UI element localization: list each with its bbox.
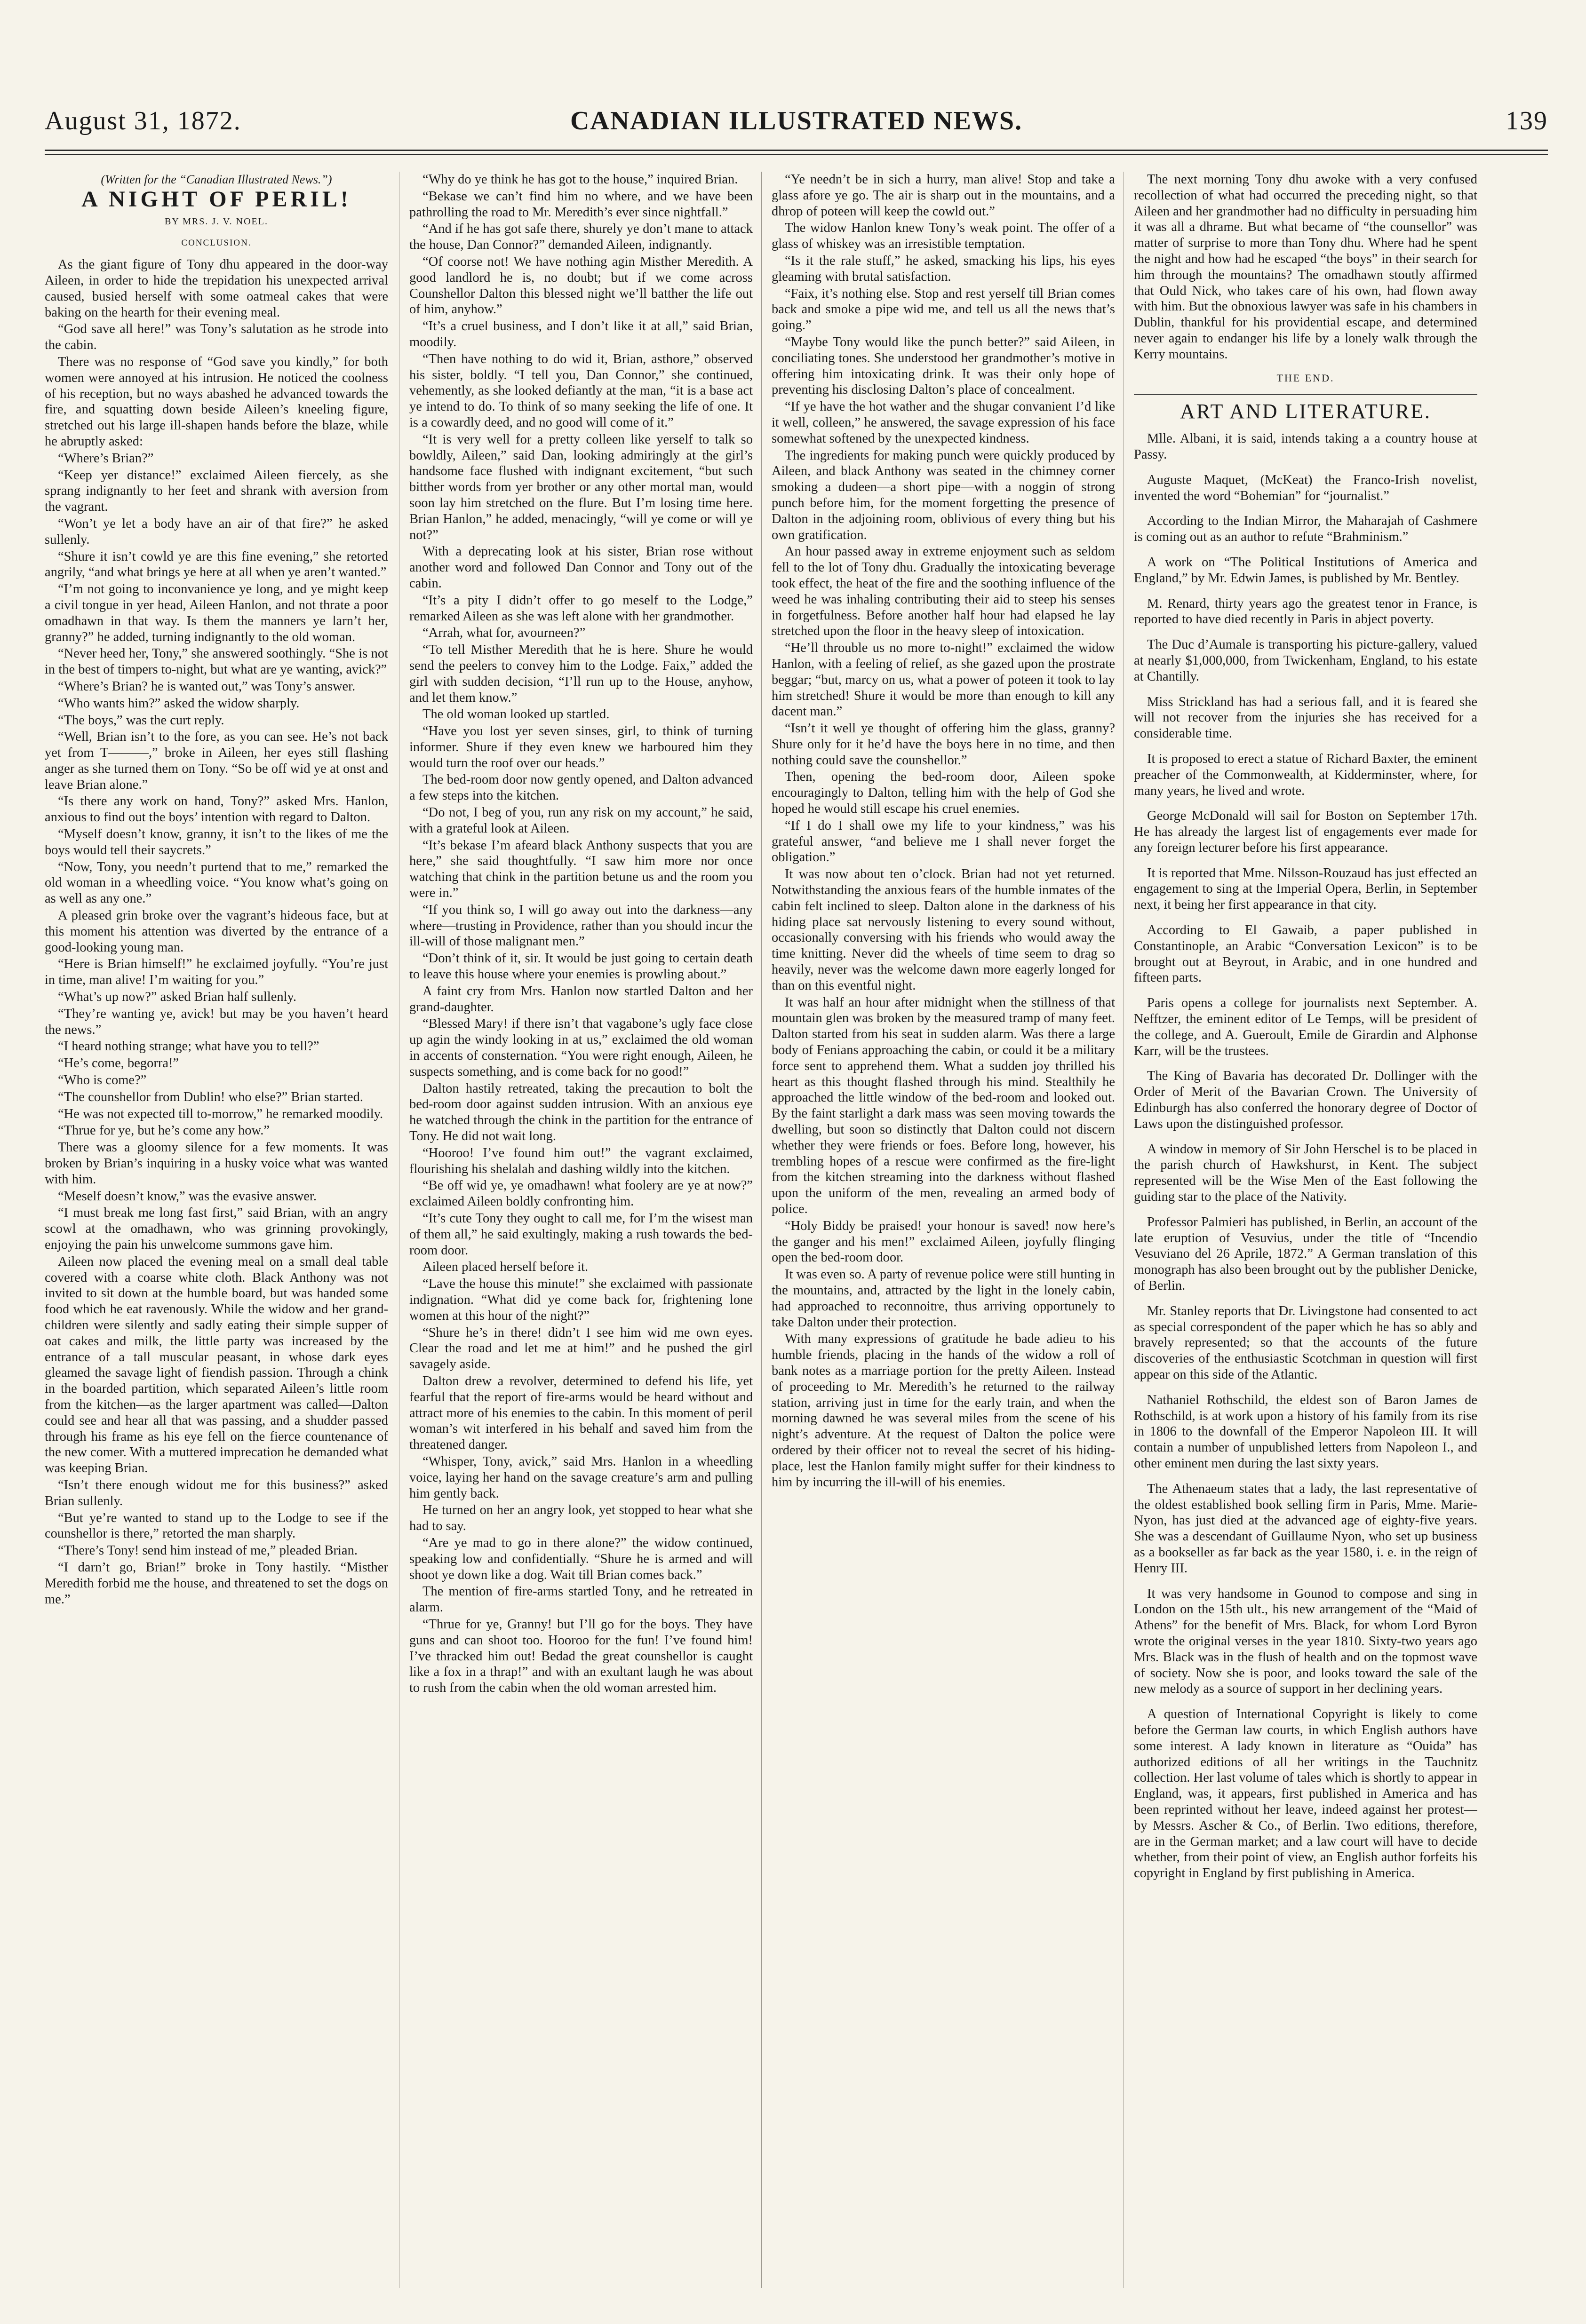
paragraph: “I darn’t go, Brian!” broke in Tony hastily. “Misther Meredith forbid me the house, and threatened to set the dogs on me.” [45, 1560, 388, 1607]
paragraph: “Do not, I beg of you, run any risk on my account,” he said, with a grateful look at Aileen. [409, 805, 753, 836]
paragraph: As the giant figure of Tony dhu appeared in the door-way Aileen, in order to hide the trepidation his unexpected arrival caused, busied herself with some oatmeal cakes that were baking on the hearth for their evening meal. [45, 257, 388, 320]
paragraph: “I’m not going to inconvanience ye long, and ye might keep a civil tongue in yer head, Aileen Hanlon, and not thrate a poor omadhawn in that way. Is them the manners ye larn’t her, granny?” he added, turning indignantly to the old woman. [45, 582, 388, 644]
story-byline: BY MRS. J. V. NOEL. [165, 216, 268, 227]
paragraph: It was very handsome in Gounod to compose and sing in London on the 15th ult., his new arrangement of the “Maid of Athens” for the benefit of Mrs. Black, for whom Lord Byron wrote the original verses in the year 1810. Sixty-two years ago Mrs. Black was in the flush of health and on the topmost wave of society. Now she is poor, and looks toward the sale of the new melody as a source of support in her declining years. [1134, 1586, 1477, 1697]
paragraph: The ingredients for making punch were quickly produced by Aileen, and black Anthony was seated in the chimney corner smoking a dudeen—a short pipe—with a noggin of strong punch before him, for the moment forgetting the presence of Dalton in the adjoining room, oblivious of every thing but his own gratification. [772, 448, 1115, 542]
paragraph: Dalton hastily retreated, taking the precaution to bolt the bed-room door against sudden intrusion. With an anxious eye he watched through the chink in the partition for the entrance of Tony. He did not wait long. [409, 1081, 753, 1144]
masthead-rule [45, 150, 1548, 151]
paragraph: “Of coorse not! We have nothing agin Misther Meredith. A good landlord he is, no doubt; but if we come across Counshellor Dalton this blessed night we’ll batther the life out of him, anyhow.” [409, 254, 753, 317]
paragraph: The King of Bavaria has decorated Dr. Dollinger with the Order of Merit of the Bavarian Crown. The University of Edinburgh has also conferred the honorary degree of Doctor of Laws upon the distinguished professor. [1134, 1069, 1477, 1131]
paragraph: “Meself doesn’t know,” was the evasive answer. [58, 1189, 317, 1204]
paragraph: He turned on her an angry look, yet stopped to hear what she had to say. [409, 1503, 753, 1534]
story-body-part-1 [45, 257, 388, 1607]
paragraph: Miss Strickland has had a serious fall, and it is feared she will not recover from the injuries she has received for a considerable time. [1134, 694, 1477, 741]
paragraph: “Myself doesn’t know, granny, it isn’t to the likes of me the boys would tell their saycrets.” [45, 827, 388, 857]
paragraph: “Now, Tony, you needn’t purtend that to me,” remarked the old woman in a wheedling voice. “You know what’s going on as well as any one.” [45, 859, 388, 906]
column-divider [761, 172, 762, 2288]
paragraph: “Is there any work on hand, Tony?” asked Mrs. Hanlon, anxious to find out the boys’ intention with regard to Dalton. [45, 794, 388, 825]
paragraph: M. Renard, thirty years ago the greatest tenor in France, is reported to have died recently in Paris in abject poverty. [1134, 596, 1477, 627]
art-literature-items [1134, 431, 1477, 1881]
paragraph: The mention of fire-arms startled Tony, and he retreated in alarm. [409, 1584, 753, 1615]
paragraph: “And if he has got safe there, shurely ye don’t mane to attack the house, Dan Connor?” demanded Aileen, indignantly. [409, 222, 753, 253]
paragraph: “Thrue for ye, Granny! but I’ll go for the boys. They have guns and can shoot too. Hooroo for the fun! I’ve found him! I’ve thracked him out! Bedad the great counshellor is caught like a fox in a thrap!” and with an exultant laugh he was about to rush from the cabin when the old woman arrested him. [409, 1617, 753, 1696]
paragraph: Aileen placed herself before it. [422, 1260, 589, 1275]
paragraph: “It’s a pity I didn’t offer to go meself to the Lodge,” remarked Aileen as she was left alone with her grandmother. [409, 593, 753, 624]
paragraph: “Are ye mad to go in there alone?” the widow continued, speaking low and confidentially. “Shure he is armed and will shoot ye down like a dog. Wait till Brian comes back.” [409, 1535, 753, 1582]
paragraph: “I heard nothing strange; what have you to tell?” [58, 1039, 319, 1054]
column-2 [409, 172, 753, 2298]
paragraph: A pleased grin broke over the vagrant’s hideous face, but at this moment his attention was diverted by the entrance of a good-looking young man. [45, 908, 388, 955]
paragraph: “To tell Misther Meredith that he is here. Shure he would send the peelers to convey him to the Lodge. Faix,” added the girl with sudden decision, “I’ll run up to the House, anyhow, and let them know.” [409, 642, 753, 705]
paragraph: The widow Hanlon knew Tony’s weak point. The offer of a glass of whiskey was an irresistible temptation. [772, 221, 1115, 252]
paragraph: “Arrah, what for, avourneen?” [422, 626, 586, 641]
paragraph: “Have you lost yer seven sinses, girl, to think of turning informer. Shure if they even knew we harboured him they would turn the roof over our heads.” [409, 724, 753, 770]
paragraph: “Blessed Mary! if there isn’t that vagabone’s ugly face close up agin the windy looking in at us,” exclaimed the old woman in accents of consternation. “You were right enough, Aileen, he suspects something, and is come back for no good!” [409, 1016, 753, 1079]
paragraph: “Shure it isn’t cowld ye are this fine evening,” she retorted angrily, “and what brings ye here at all when ye aren’t wanted.” [45, 549, 388, 580]
paragraph: George McDonald will sail for Boston on September 17th. He has already the largest list of engagements ever made for any foreign lecturer before his first appearance. [1134, 809, 1477, 855]
paragraph: The Duc d’Aumale is transporting his picture-gallery, valued at nearly $1,000,000, from Twickenham, England, to his estate at Chantilly. [1134, 637, 1477, 684]
newspaper-title: CANADIAN ILLUSTRATED NEWS. [570, 106, 1023, 135]
paragraph: Then, opening the bed-room door, Aileen spoke encouragingly to Dalton, telling him with the help of God she hoped he would still escape his cruel enemies. [772, 769, 1115, 817]
paragraph: It was half an hour after midnight when the stillness of that mountain glen was broken by the measured tramp of many feet. Dalton started from his seat in sudden alarm. Was there a large body of Fenians approaching the cabin, or could it be a military force sent to apprehend them. What a sudden joy thrilled his heart as this thought flashed through his mind. Stealthily he approached the little window of the bed-room and looked out. By the faint starlight a dark mass was seen moving towards the dwelling, but soon so distinctly that Dalton could not discern whether they were friends or foes. Before long, however, his trembling hopes of a rescue were confirmed as the fire-light from the kitchen streaming into the darkness without flashed upon the uniform of the men, revealing an armed body of police. [772, 995, 1115, 1216]
paragraph: It was even so. A party of revenue police were still hunting in the mountains, and, attracted by the light in the lonely cabin, had approached to reconnoitre, thus arriving opportunely to take Dalton under their protection. [772, 1267, 1115, 1330]
paragraph: “They’re wanting ye, avick! but may be you haven’t heard the news.” [45, 1006, 388, 1037]
paragraph: There was a gloomy silence for a few moments. It was broken by Brian’s inquiring in a husky voice what was wanted with him. [45, 1140, 388, 1187]
paragraph: “The boys,” was the curt reply. [58, 713, 224, 728]
paragraph: “Won’t ye let a body have an air of that fire?” he asked sullenly. [45, 516, 388, 547]
paragraph: Dalton drew a revolver, determined to defend his life, yet fearful that the report of fire-arms would be heard without and attract more of his enemies to the cabin. In this moment of peril woman’s wit interfered in his behalf and saved him from the threatened danger. [409, 1373, 753, 1452]
paragraph: “He’s come, begorra!” [58, 1056, 179, 1071]
paragraph: With a deprecating look at his sister, Brian rose without another word and followed Dan Connor and Tony out of the cabin. [409, 544, 753, 591]
paragraph: “Why do ye think he has got to the house,” inquired Brian. [422, 172, 738, 187]
paragraph: The bed-room door now gently opened, and Dalton advanced a few steps into the kitchen. [409, 772, 753, 803]
paragraph: “I must break me long fast first,” said Brian, with an angry scowl at the omadhawn, who was grinning provokingly, enjoying the pain his unwelcome summons gave him. [45, 1206, 388, 1252]
paragraph: “Maybe Tony would like the punch better?” said Aileen, in conciliating tones. She understood her grandmother’s motive in offering him intoxicating drink. It was their only hope of preventing his disclosing Dalton’s place of concealment. [772, 334, 1115, 397]
paragraph: “Hooroo! I’ve found him out!” the vagrant exclaimed, flourishing his shelalah and dashing wildly into the kitchen. [409, 1145, 753, 1176]
paragraph: “It’s a cruel business, and I don’t like it at all,” said Brian, moodily. [409, 319, 753, 349]
masthead-rule-thin [45, 154, 1548, 155]
paragraph: “If you think so, I will go away out into the darkness—any where—trusting in Providence, rather than you should incur the ill-will of those malignant men.” [409, 902, 753, 949]
paragraph: A work on “The Political Institutions of America and England,” by Mr. Edwin James, is published by Mr. Bentley. [1134, 555, 1477, 586]
masthead [45, 106, 1548, 148]
paragraph: “It is very well for a pretty colleen like yerself to talk so bowldly, Aileen,” said Dan, looking admiringly at the girl’s handsome face flushed with indignant excitement, “but such bitther words from yer brother or any other mortal man, would soon lay him stretched on the flure. But I’m losing time here. Brian Hanlon,” he added, menacingly, “will ye come or will ye not?” [409, 432, 753, 542]
paragraph: “Who wants him?” asked the widow sharply. [58, 696, 300, 711]
paragraph: According to the Indian Mirror, the Maharajah of Cashmere is coming out as an author to refute “Brahminism.” [1134, 514, 1477, 545]
paragraph: “But ye’re wanted to stand up to the Lodge to see if the counshellor is there,” retorted the man sharply. [45, 1510, 388, 1541]
paragraph: “Faix, it’s nothing else. Stop and rest yerself till Brian comes back and smoke a pipe wid me, and tell us all the news that’s going.” [772, 286, 1115, 333]
story-title: A NIGHT OF PERIL! [81, 186, 351, 212]
page-number: 139 [1506, 106, 1548, 135]
paragraph: Mlle. Albani, it is said, intends taking a a country house at Passy. [1134, 431, 1477, 462]
paragraph: An hour passed away in extreme enjoyment such as seldom fell to the lot of Tony dhu. Gradually the intoxicating beverage took effect, the heat of the fire and the soothing influence of the weed he was inhaling contributing their aid to steep his senses in forgetfulness. Before another half hour had elapsed he lay stretched upon the floor in the heavy sleep of intoxication. [772, 544, 1115, 639]
paragraph: Nathaniel Rothschild, the eldest son of Baron James de Rothschild, is at work upon a history of his family from its rise in 1806 to the downfall of the Emperor Napoleon III. It will contain a number of unpublished letters from Napoleon I., and other eminent men during the last sixty years. [1134, 1392, 1477, 1471]
story-body-part-2 [409, 172, 753, 1696]
paragraph: “Is it the rale stuff,” he asked, smacking his lips, his eyes gleaming with brutal satisfaction. [772, 253, 1115, 284]
story-kicker: (Written for the “Canadian Illustrated News.”) [101, 173, 332, 186]
paragraph: “Lave the house this minute!” she exclaimed with passionate indignation. “What did ye come back for, frightening lone women at this hour of the night?” [409, 1277, 753, 1323]
paragraph: “Who is come?” [58, 1073, 147, 1088]
paragraph: “Bekase we can’t find him no where, and we have been pathrolling the road to Mr. Meredith’s ever since nightfall.” [409, 189, 753, 220]
paragraph: “God save all here!” was Tony’s salutation as he strode into the cabin. [45, 322, 388, 353]
paragraph: “It’s cute Tony they ought to call me, for I’m the wisest man of them all,” he said exultingly, making a rush towards the bed-room door. [409, 1211, 753, 1258]
paragraph: Mr. Stanley reports that Dr. Livingstone had consented to act as special correspondent of the paper which he has so ably and bravely represented; so that the accounts of the future discoveries of the enthusiastic Scotchman in question will first appear on this side of the Atlantic. [1134, 1303, 1477, 1382]
paragraph: The Athenaeum states that a lady, the last representative of the oldest established book selling firm in Paris, Mme. Marie-Nyon, has just died at the advanced age of eighty-five years. She was a descendant of Guillaume Nyon, who set up business as a bookseller as far back as the year 1580, i. e. in the reign of Henry III. [1134, 1481, 1477, 1576]
paragraph: “Ye needn’t be in sich a hurry, man alive! Stop and take a glass afore ye go. The air is sharp out in the mountains, and a dhrop of poteen will keep the cowld out.” [772, 172, 1115, 219]
paragraph: “He was not expected till to-morrow,” he remarked moodily. [58, 1106, 383, 1121]
story-subhead: CONCLUSION. [181, 238, 252, 248]
paragraph: A window in memory of Sir John Herschel is to be placed in the parish church of Hawkshurst, in Kent. The subject represented will be the Wise Men of the East following the guiding star to the place of the Nativity. [1134, 1142, 1477, 1205]
paragraph: “What’s up now?” asked Brian half sullenly. [58, 990, 297, 1005]
paragraph: “Isn’t it well ye thought of offering him the glass, granny? Shure only for it he’d have the boys here in no time, and then nothing could save the counshellor.” [772, 721, 1115, 768]
paragraph: It is proposed to erect a statue of Richard Baxter, the eminent preacher of the Commonwealth, at Kidderminster, where, for many years, he lived and wrote. [1134, 751, 1477, 798]
art-literature-heading: ART AND LITERATURE. [1134, 394, 1477, 420]
paragraph: The next morning Tony dhu awoke with a very confused recollection of what had occurred the preceding night, so that Aileen and her grandmother had no difficulty in persuading him it was all a dhrame. But what became of “the counsellor” was matter of surprise to more than Tony dhu. Where had he spent the night and how had he escaped “the boys” in their search for him through the mountains? The omadhawn stoutly affirmed that Ould Nick, who takes care of his own, had flown away with him. But the obnoxious lawyer was safe in his chambers in Dublin, thankful for his providential escape, and determined never again to endanger his life by a lonely walk through the Kerry mountains. [1134, 172, 1477, 362]
paragraph: “Keep yer distance!” exclaimed Aileen fiercely, as she sprang indignantly to her feet and shrank with aversion from the vagrant. [45, 468, 388, 515]
paragraph: “Here is Brian himself!” he exclaimed joyfully. “You’re just in time, man alive! I’m waiting for you.” [45, 957, 388, 988]
paragraph: “Whisper, Tony, avick,” said Mrs. Hanlon in a wheedling voice, laying her hand on the savage creature’s arm and pulling him gently back. [409, 1454, 753, 1501]
story-body-part-3 [772, 172, 1115, 1490]
paragraph: “Holy Biddy be praised! your honour is saved! now here’s the ganger and his men!” exclaimed Aileen, joyfully flinging open the bed-room door. [772, 1218, 1115, 1265]
paragraph: There was no response of “God save you kindly,” for both women were annoyed at his intrusion. He noticed the coolness of his reception, but no ways abashed he advanced towards the fire, and squatting down beside Aileen’s kneeling figure, stretched out his large ill-shapen hands before the blaze, while he abruptly asked: [45, 354, 388, 449]
paragraph: According to El Gawaib, a paper published in Constantinople, an Arabic “Conversation Lexicon” is to be brought out at Beyrout, in Arabic, and in one hundred and fifteen parts. [1134, 923, 1477, 985]
story-body-part-4 [1134, 172, 1477, 363]
paragraph: “Then have nothing to do wid it, Brian, asthore,” observed his sister, boldly. “I tell you, Dan Connor,” she continued, vehemently, as she looked defiantly at the man, “it is a base act ye intend to do. To think of so many seeking the life of one. It is a cowardly deed, and no good will come of it.” [409, 351, 753, 430]
paragraph: “Thrue for ye, but he’s come any how.” [58, 1123, 270, 1138]
paragraph: The old woman looked up startled. [422, 707, 610, 722]
story-end-mark: THE END. [1276, 372, 1335, 384]
paragraph: Auguste Maquet, (McKeat) the Franco-Irish novelist, invented the word “Bohemian” for “journalist.” [1134, 472, 1477, 503]
paragraph: “Well, Brian isn’t to the fore, as you can see. He’s not back yet from T———,” broke in Aileen, her eyes still flashing anger as she turned them on Tony. “So be off wid ye at onst and leave Brian alone.” [45, 730, 388, 792]
paragraph: “It’s bekase I’m afeard black Anthony suspects that you are here,” she said thoughtfully. “I saw him more nor once watching that chink in the partition betune us and the room you were in.” [409, 838, 753, 901]
paragraph: “Don’t think of it, sir. It would be just going to certain death to leave this house where your enemies is prowling about.” [409, 951, 753, 982]
paragraph: “Be off wid ye, ye omadhawn! what foolery are ye at now?” exclaimed Aileen boldly confronting him. [409, 1178, 753, 1209]
column-4 [1134, 172, 1477, 2298]
paragraph: “Where’s Brian? he is wanted out,” was Tony’s answer. [58, 679, 356, 694]
paragraph: “Never heed her, Tony,” she answered soothingly. “She is not in the best of timpers to-night, but what are ye wanting, avick?” [45, 646, 388, 677]
paragraph: “The counshellor from Dublin! who else?” Brian started. [58, 1089, 363, 1104]
paragraph: Professor Palmieri has published, in Berlin, an account of the late eruption of Vesuvius, under the title of “Incendio Vesuviano del 26 Aprile, 1872.” A German translation of this monograph has also been brought out by the publisher Denicke, of Berlin. [1134, 1214, 1477, 1293]
column-3 [772, 172, 1115, 2298]
paragraph: A question of International Copyright is likely to come before the German law courts, in which English authors have some interest. A lady known in literature as “Ouida” has authorized editions of all her writings in the Tauchnitz collection. Her last volume of tales which is shortly to appear in England, was, it appears, first published in America and has been reprinted without her leave, indeed against her protest—by Messrs. Ascher & Co., of Berlin. Two editions, therefore, are in the German market; and a law court will have to decide whether, from their point of view, an English author forfeits his copyright in England by first publishing in America. [1134, 1707, 1477, 1881]
column-1 [45, 172, 388, 2298]
paragraph: Paris opens a college for journalists next September. A. Nefftzer, the eminent editor of Le Temps, will be president of the college, and A. Gueroult, Emile de Girardin and Alphonse Karr, will be the trustees. [1134, 996, 1477, 1058]
paragraph: With many expressions of gratitude he bade adieu to his humble friends, placing in the hands of the widow a roll of bank notes as a marriage portion for the pretty Aileen. Instead of proceeding to Mr. Meredith’s he returned to the railway station, arriving just in time for the early train, and when the morning dawned he was several miles from the scene of his night’s adventure. At the request of Dalton the police were ordered by their officer not to reveal the secret of his hiding-place, lest the Hanlon family might suffer for their kindness to him by incurring the ill-will of his enemies. [772, 1332, 1115, 1490]
paragraph: It is reported that Mme. Nilsson-Rouzaud has just effected an engagement to sing at the Imperial Opera, Berlin, in September next, it being her first appearance in that city. [1134, 865, 1477, 912]
paragraph: “Shure he’s in there! didn’t I see him wid me own eyes. Clear the road and let me at him!” and he pushed the girl savagely aside. [409, 1325, 753, 1372]
paragraph: “He’ll throuble us no more to-night!” exclaimed the widow Hanlon, with a feeling of relief, as she gazed upon the prostrate beggar; “but, marcy on us, what a power of poteen it took to lay him stretched! Shure it would be more than enough to kill any dacent man.” [772, 641, 1115, 719]
paragraph: It was now about ten o’clock. Brian had not yet returned. Notwithstanding the anxious fears of the humble inmates of the cabin felt inclined to sleep. Dalton alone in the darkness of his hiding place sat nervously listening to every sound without, occasionally conversing with his friends who would away the time knitting. Never did the wheels of time seem to drag so heavily, never was the welcome dawn more eagerly longed for than on this eventful night. [772, 867, 1115, 993]
paragraph: Aileen now placed the evening meal on a small deal table covered with a coarse white cloth. Black Anthony was not invited to sit down at the humble board, but was handed some food which he eat ravenously. While the widow and her grand-children were silently and sadly eating their simple supper of oat cakes and milk, the little party was increased by the entrance of a tall muscular peasant, in whose dark eyes gleamed the savage light of fiendish passion. Through a chink in the boarded partition, which separated Aileen’s little room from the kitchen—as the larger apartment was called—Dalton could see and hear all that was passing, and a shudder passed through his frame as his eye fell on the fierce countenance of the new comer. With a muttered imprecation he demanded what was keeping Brian. [45, 1254, 388, 1476]
paragraph: “If ye have the hot wather and the shugar convanient I’d like it well, colleen,” he answered, the savage expression of his face somewhat softened by the unexpected kindness. [772, 399, 1115, 446]
paragraph: “There’s Tony! send him instead of me,” pleaded Brian. [58, 1543, 358, 1558]
paragraph: “Isn’t there enough widout me for this business?” asked Brian sullenly. [45, 1477, 388, 1508]
paragraph: “If I do I shall owe my life to your kindness,” was his grateful answer, “and believe me I shall never forget the obligation.” [772, 818, 1115, 865]
issue-date: August 31, 1872. [45, 106, 241, 135]
paragraph: “Where’s Brian?” [58, 451, 154, 466]
paragraph: A faint cry from Mrs. Hanlon now startled Dalton and her grand-daughter. [409, 984, 753, 1015]
